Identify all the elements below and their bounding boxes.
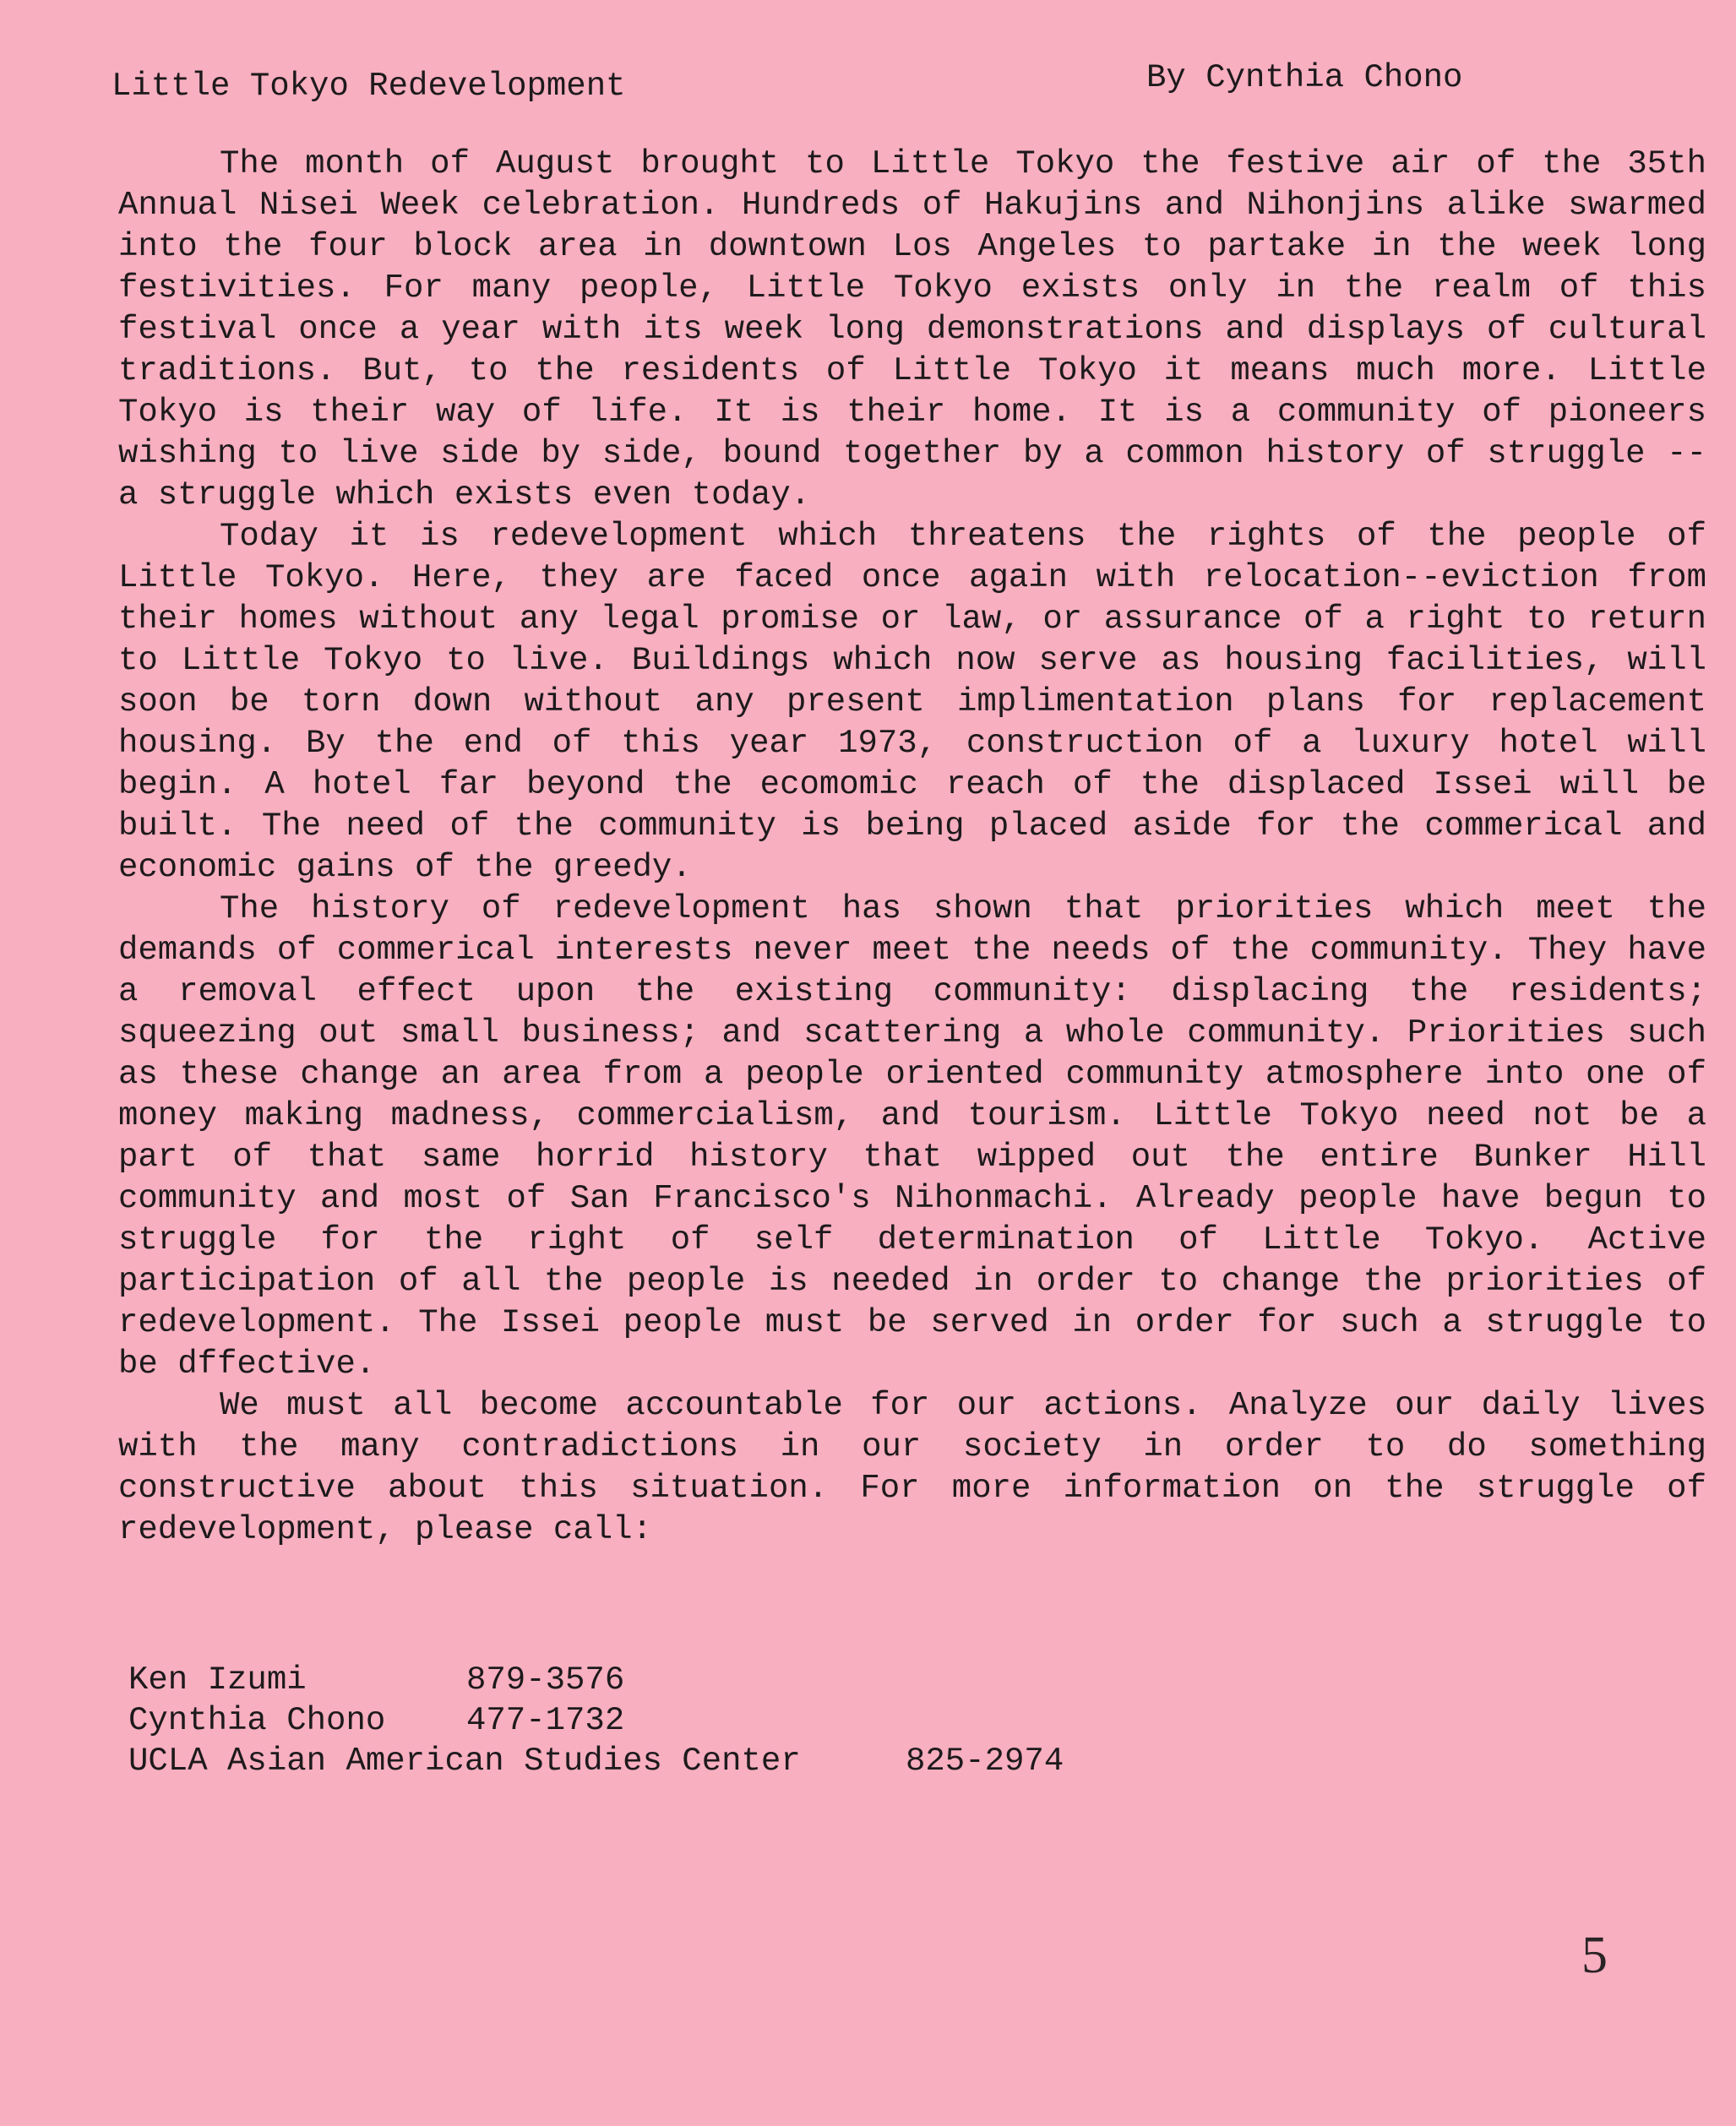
contact-phone: 879-3576 xyxy=(466,1661,625,1699)
paragraph-redevelopment-threat: Today it is redevelopment which threatens the rights of the people of Little Tokyo. Here, they are faced once again with relocation--eviction from their homes without any legal promise or law, or assurance of a right to return to Little Tokyo to live. Buildings which now serve as housing facilities, will soon be torn down without any present implimentation plans for replacement housing. By the end of this year 1973, construction of a luxury hotel will begin. A hotel far beyond the ecomomic reach of the displaced Issei will be built. The need of the community is being placed aside for the commerical and economic gains of the greedy. xyxy=(118,518,1706,886)
contact-phone: 825-2974 xyxy=(906,1743,1064,1780)
contact-name: Cynthia Chono xyxy=(128,1702,386,1739)
paragraph-call-to-action: We must all become accountable for our actions. Analyze our daily lives with the many contradictions in our society in order to do something constructive about this situation. For more information on the struggle of redevelopment, please call: xyxy=(118,1387,1706,1548)
article-header xyxy=(112,59,1626,110)
contact-row xyxy=(128,1741,1142,1781)
article-body xyxy=(118,144,1706,1551)
contact-row xyxy=(128,1660,1142,1700)
contact-name: UCLA Asian American Studies Center xyxy=(128,1743,801,1780)
paragraph-redevelopment-history: The history of redevelopment has shown that priorities which meet the demands of commerical interests never meet the needs of the community. They have a removal effect upon the existing community: displacing the residents; squeezing out small business; and scattering a whole community. Priorities such as these change an area from a people oriented community atmosphere into one of money making madness, commercialism, and tourism. Little Tokyo need not be a part of that same horrid history that wipped out the entire Bunker Hill community and most of San Francisco's Nihonmachi. Already people have begun to struggle for the right of self determination of Little Tokyo. Active participation of all the people is needed in order to change the priorities of redevelopment. The Issei people must be served in order for such a struggle to be dffective. xyxy=(118,890,1706,1383)
paragraph-nisei-week: The month of August brought to Little Tokyo the festive air of the 35th Annual Nisei Week celebration. Hundreds of Hakujins and Nihonjins alike swarmed into the four block area in downtown Los Angeles to partake in the week long festivities. For many people, Little Tokyo exists only in the realm of this festival once a year with its week long demonstrations and displays of cultural traditions. But, to the residents of Little Tokyo it means much more. Little Tokyo is their way of life. It is their home. It is a community of pioneers wishing to live side by side, bound together by a common history of struggle -- a struggle which exists even today. xyxy=(118,145,1706,514)
page-number: 5 xyxy=(1581,1927,1608,1984)
article-byline: By Cynthia Chono xyxy=(1146,59,1463,96)
article-title: Little Tokyo Redevelopment xyxy=(112,68,626,105)
contact-phone: 477-1732 xyxy=(466,1702,625,1739)
contact-list xyxy=(128,1660,1142,1781)
contact-row xyxy=(128,1700,1142,1741)
contact-name: Ken Izumi xyxy=(128,1661,307,1699)
